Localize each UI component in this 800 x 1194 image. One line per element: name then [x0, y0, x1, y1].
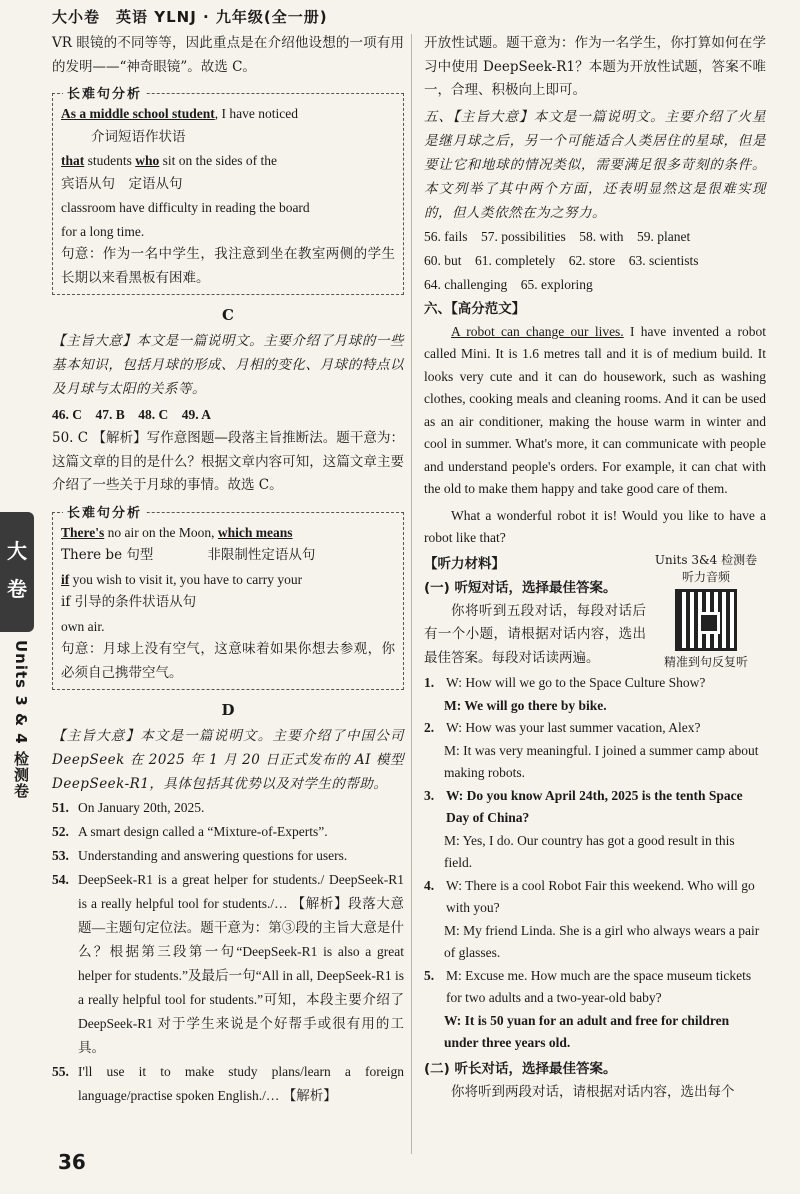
- answers-56-59: 56. fails 57. possibilities 58. with 59. planet: [424, 228, 691, 244]
- qr-code-icon[interactable]: [675, 589, 737, 651]
- answer-55-text: I'll use it to make study plans/learn a foreign language/practise spoken English./… 【解析】: [78, 1064, 404, 1103]
- box2-l1b: no air on the Moon,: [104, 524, 218, 540]
- dialog-2-m: M: It was very meaningful. I joined a summer camp about making robots.: [444, 742, 759, 780]
- dialog-3-m: M: Yes, I do. Our country has got a good result in this field.: [444, 832, 735, 870]
- c-answers: 46. C 47. B 48. C 49. A: [52, 407, 212, 422]
- dialog-2: [424, 717, 766, 740]
- dialog-4-m: M: My friend Linda. She is a girl who always wears a pair of glasses.: [444, 922, 760, 960]
- section-d-heading: D: [221, 701, 235, 719]
- box1-l1a: As a middle school student: [61, 106, 215, 121]
- box2-l4: if 引导的条件状语从句: [61, 594, 197, 610]
- box1-l6: for a long time.: [61, 223, 145, 239]
- dialog-5-m: M: Excuse me. How much are the space museum tickets for two adults and a two-year-old baby?: [446, 967, 752, 1005]
- dialog-1: [424, 672, 766, 695]
- dialog-1-w: W: How will we go to the Space Culture Show?: [446, 675, 706, 690]
- box2-l5: own air.: [61, 618, 105, 634]
- side-tab-char-1: 大: [7, 539, 27, 563]
- box1-l1b: , I have noticed: [214, 106, 298, 121]
- box1-l2: 介词短语作状语: [91, 128, 186, 145]
- qr-caption-sub: 听力音频: [681, 569, 730, 584]
- box2-l3a: if: [61, 571, 70, 587]
- answer-54-text: DeepSeek-R1 is a great helper for students./ DeepSeek-R1 is a really helpful tool for students./… 【解析】段落大意题—主题句定位法。题干意为：第③段的主旨大意是什么？根据第三段第一句“DeepSeek-R1 is also a great helper for students.”及最后一句“All in all, DeepSeek-R1 is a really helpful tool for students.”可知，本段主要介绍了 DeepSeek-R1 对于学生来说是个好帮手或很有用的工具。: [78, 872, 404, 1055]
- listening-heading: 【听力材料】: [424, 555, 505, 572]
- answer-53: [52, 844, 404, 868]
- answer-54-num: 54.: [52, 872, 69, 887]
- qr-caption-bottom: 精准到句反复听: [663, 654, 748, 669]
- dialog-3-w: W: Do you know April 24th, 2025 is the tenth Space Day of China?: [446, 787, 743, 825]
- dialog-2-reply: [424, 740, 766, 785]
- box2-l2: There be 句型 非限制性定语从句: [61, 547, 316, 563]
- dialog-5-w: W: It is 50 yuan for an adult and free for children under three years old.: [444, 1012, 730, 1050]
- left-intro: VR 眼镜的不同等等，因此重点是在介绍他设想的一项有用的发明——“神奇眼镜”。故选 C。: [52, 35, 404, 75]
- essay-ending: What a wonderful robot it is! Would you like to have a robot like that?: [424, 507, 766, 545]
- dialog-1-num: 1.: [424, 675, 435, 690]
- running-header: 大小卷 英语 YLNJ · 九年级(全一册): [52, 8, 328, 26]
- part-2-heading: (二) 听长对话，选择最佳答案。: [424, 1060, 617, 1077]
- right-column: [424, 32, 766, 1104]
- box1-l4: 宾语从句 定语从句: [61, 175, 183, 192]
- answer-55: [52, 1060, 404, 1108]
- column-divider: [411, 34, 412, 1154]
- dialog-1-m: M: We will go there by bike.: [444, 697, 607, 713]
- q50-explanation: 50. C 【解析】写作意图题—段落主旨推断法。题干意为：这篇文章的目的是什么？根据文章内容可知，这篇文章主要介绍了一些关于月球的事情。故选 C。: [52, 430, 404, 493]
- box1-l3d: sit on the sides of the: [159, 153, 278, 168]
- dialog-2-num: 2.: [424, 720, 435, 735]
- section-c-heading: C: [222, 306, 234, 324]
- answer-55-num: 55.: [52, 1064, 69, 1079]
- d-main-idea: 【主旨大意】本文是一篇说明文。主要介绍了中国公司 DeepSeek 在 2025 年 1 月 20 日正式发布的 AI 模型 DeepSeek-R1，具体包括其优势以及对学生的帮助。: [52, 728, 404, 792]
- dialog-4: [424, 875, 766, 920]
- box1-l7: 句意：作为一名中学生，我注意到坐在教室两侧的学生长期以来看黑板有困难。: [61, 246, 395, 286]
- answer-53-num: 53.: [52, 848, 69, 863]
- analysis-box-2: [52, 505, 404, 691]
- analysis-box-1: [52, 87, 404, 295]
- answer-54: [52, 868, 404, 1060]
- dialog-2-w: W: How was your last summer vacation, Alex?: [446, 720, 701, 735]
- answer-51: [52, 796, 404, 820]
- box1-l3a: that: [61, 153, 85, 168]
- dialog-3-num: 3.: [424, 787, 435, 803]
- box1-l5: classroom have difficulty in reading the board: [61, 200, 310, 215]
- answer-52-text: A smart design called a “Mixture-of-Experts”.: [78, 824, 328, 839]
- qr-caption-top: Units 3&4 检测卷: [654, 552, 758, 567]
- analysis-box-1-title: 长难句分析: [63, 83, 146, 102]
- dialog-4-num: 4.: [424, 877, 435, 893]
- dialog-5-num: 5.: [424, 967, 435, 983]
- side-units-label: Units 3 & 4 检测卷: [12, 640, 30, 799]
- box1-l3c: who: [135, 153, 160, 168]
- essay-body: I have invented a robot called Mini. It is 1.6 metres tall and it is of medium build. It looks very cute and it can do housework, such as washing clothes, cooking meals and cleaning rooms. And it can be used as an air conditioner, making the house warm in winter and cool in summer. What's more, it can communicate with people and understand people's orders. For example, it can chat with the old to make them happy and take good care of them.: [424, 323, 767, 496]
- box1-l3b: students: [84, 153, 136, 168]
- answers-64-65: 64. challenging 65. exploring: [424, 276, 593, 292]
- dialog-5: [424, 965, 766, 1010]
- answer-53-text: Understanding and answering questions for users.: [78, 848, 348, 863]
- answer-51-text: On January 20th, 2025.: [78, 800, 205, 815]
- left-column: [52, 32, 404, 1108]
- dialog-1-reply: [424, 695, 766, 718]
- box2-l6: 句意：月球上没有空气，这意味着如果你想去参观，你必须自己携带空气。: [61, 641, 395, 681]
- model-essay: [424, 321, 766, 501]
- answer-51-num: 51.: [52, 800, 69, 815]
- box2-l1a: There's: [61, 524, 105, 540]
- side-tab-char-2: 卷: [7, 577, 27, 601]
- dialog-4-reply: [424, 920, 766, 965]
- right-intro: 开放性试题。题干意为：作为一名学生，你打算如何在学习中使用 DeepSeek-R1？本题为开放性试题，答案不唯一，合理、积极向上即可。: [424, 35, 766, 98]
- section-5-main-idea: 五、【主旨大意】本文是一篇说明文。主要介绍了火星是继月球之后，另一个可能适合人类居住的星球，但是要让它和地球的情况类似，需要满足很多苛刻的条件。本文列举了其中两个方面，还表明显然这是很难实现的，但人类依然在为之努力。: [424, 108, 766, 221]
- essay-topic-sentence: A robot can change our lives.: [451, 323, 624, 339]
- part-2-description: 你将听到两段对话，请根据对话内容，选出每个: [451, 1083, 735, 1100]
- qr-panel[interactable]: [646, 552, 766, 671]
- box2-l1c: which means: [217, 524, 293, 540]
- side-tab: [0, 512, 34, 632]
- answer-52: [52, 820, 404, 844]
- dialog-3-reply: [424, 830, 766, 875]
- answers-60-63: 60. but 61. completely 62. store 63. scientists: [424, 252, 699, 268]
- answer-52-num: 52.: [52, 824, 69, 839]
- part-1-description: 你将听到五段对话，每段对话后有一个小题，请根据对话内容，选出最佳答案。每段对话读两遍。: [424, 602, 646, 666]
- dialog-3: [424, 785, 766, 830]
- part-1-heading: (一) 听短对话，选择最佳答案。: [424, 579, 617, 596]
- c-main-idea: 【主旨大意】本文是一篇说明文。主要介绍了月球的一些基本知识，包括月球的形成、月相的变化、月球的特点以及月球与太阳的关系等。: [52, 333, 404, 397]
- dialog-5-reply: [424, 1010, 766, 1055]
- section-6-heading: 六、【高分范文】: [424, 300, 526, 317]
- listening-block: [424, 552, 766, 671]
- box2-l3b: you wish to visit it, you have to carry your: [69, 571, 303, 587]
- analysis-box-2-title: 长难句分析: [63, 502, 146, 521]
- dialog-4-w: W: There is a cool Robot Fair this weekend. Who will go with you?: [446, 877, 755, 915]
- page-number: 36: [58, 1150, 86, 1174]
